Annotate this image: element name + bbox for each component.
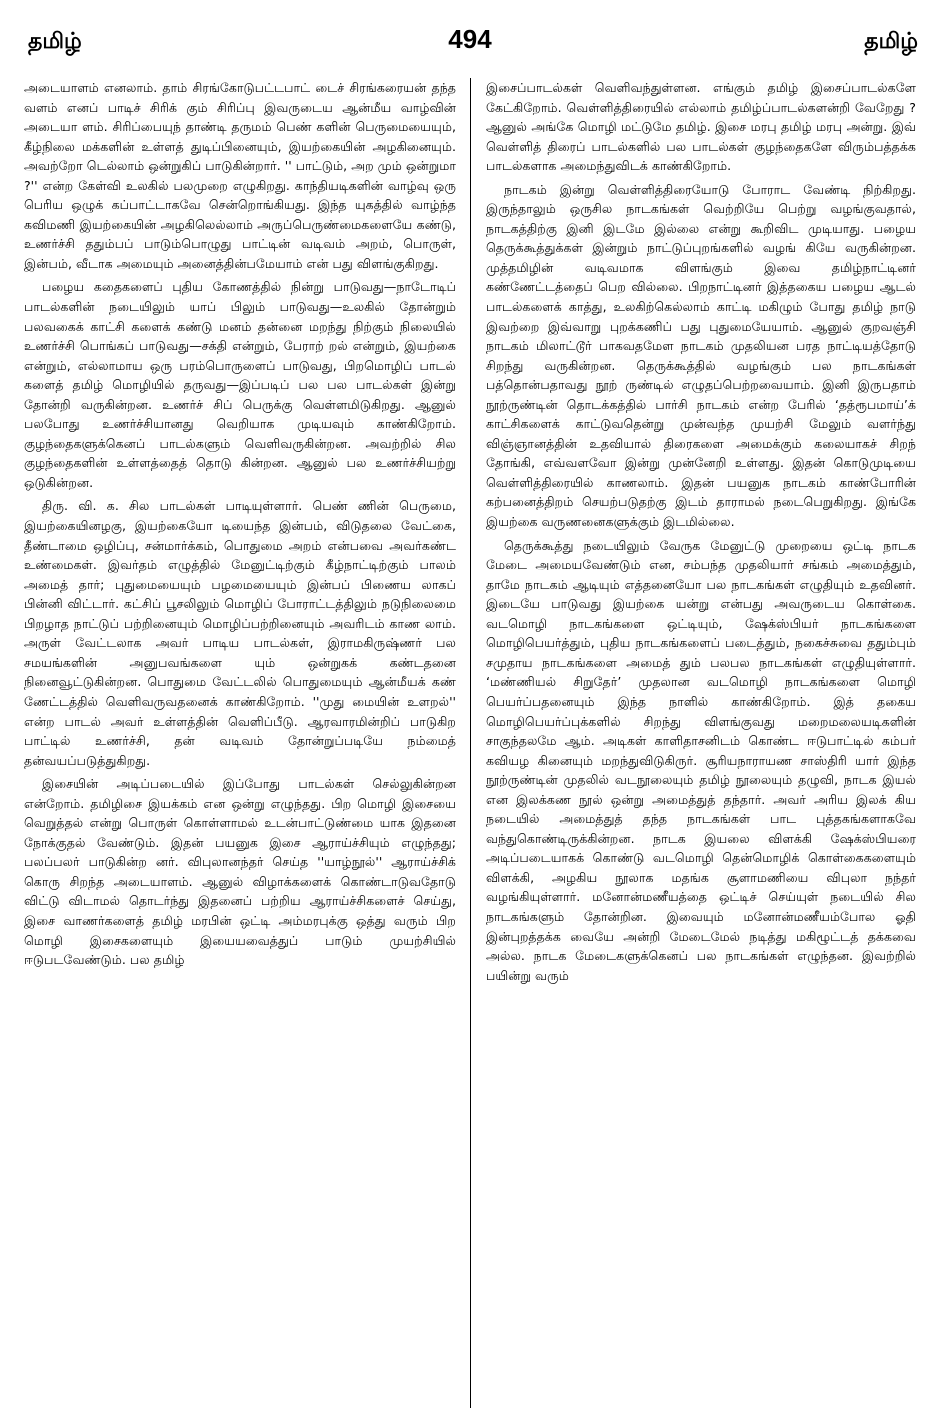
paragraph: இசைப்பாடல்கள் வெளிவந்துள்ளன. எங்கும் தமிழ் இசைப்பாடல்களே கேட்கிறோம். வெள்ளித்திரையில் எல்லாம் தமிழ்ப்பாடல்களன்றி வேறேது ? ஆனுல் அங்கே மொழி மட்டுமே தமிழ். இசை மரபு தமிழ் மரபு அன்று. இவ் வெள்ளித் திரைப் பாடல்களில் பல பாடல்கள் குழந்தைகளே விரும்பத்தக்க பாடல்களாக அமைந்துவிடக் காண்கிறோம். (486, 80, 916, 174)
running-head-left: தமிழ் (28, 28, 82, 53)
page-number: 494 (448, 24, 492, 54)
paragraph: நாடகம் இன்று வெள்ளித்திரையோடு போராட வேண்டி நிற்கிறது. இருந்தாலும் ஒருசில நாடகங்கள் வெற்றியே பெற்று வழங்குவதால், நாடகத்திற்கு இனி இடமே இல்லை என்று கூறிவிட முடியாது. பழைய தெருக்கூத்துக்கள் இன்றும் நாட்டுப்புறங்களில் வழங் கியே வருகின்றன. முத்தமிழின் வடிவமாக விளங்கும் இவை தமிழ்நாட்டினர் கண்ணேட்டத்தைப் பெற வில்லை. பிறநாட்டினர் இத்தகைய பழைய ஆடல் பாடல்களைக் காத்து, உலகிற்கெல்லாம் காட்டி மகிழும் போது தமிழ் நாடு இவற்றை இவ்வாறு புறக்கணிப் பது புதுமையேயாம். ஆனுல் குறவஞ்சி நாடகம் மிலாட்டூர் பாகவதமேள நாடகம் முதலியன பரத நாட்டியத்தோடு சிறந்து வருகின்றன. தெருக்கூத்தில் வழங்கும் பல நாடகங்கள் பத்தொன்பதாவது நூற் ருண்டில் எழுதப்பெற்றவையாம். இனி இருபதாம் நூற்ருண்டின் தொடக்கத்தில் பார்சி நாடகம் என்ற பேரில் ‘தத்ரூபமாய்’க் காட்சிகளைக் காட்டுவதென்று முன்வந்த முயற்சி மேலும் வளர்ந்து விஞ்ஞானத்தின் உதவியால் திரைகளை அமைக்கும் கலையாகச் சிறந் தோங்கி, எவ்வளவோ இன்று முன்னேறி உள்ளது. இதன் கொடுமுடியை வெள்ளித்திரையில் காணலாம். இதன் பயனுக நாடகம் காண்போரின் கற்பனைத்திறம் செயற்படுதற்கு இடம் தாராமல் நடைபெறுகிறது. இங்கே இயற்கை வருணனைகளுக்கும் இடமில்லை. (486, 181, 916, 530)
left-column (24, 78, 456, 974)
running-head-right: தமிழ் (864, 28, 918, 53)
paragraph: தெருக்கூத்து நடையிலும் வேருக மேனுட்டு முறையை ஒட்டி நாடக மேடை அமையவேண்டும் என, சம்பந்த முதலியார் சங்கம் அமைத்தும், தாமே நாடகம் ஆடியும் எத்தனையோ பல நாடகங்கள் எழுதியும் உதவினர். இடையே பாடுவது இயற்கை யன்று என்பது அவருடைய கொள்கை. வடமொழி நாடகங்களை ஒட்டியும், ஷேக்ஸ்பியர் நாடகங்களை மொழிபெயர்த்தும், புதிய நாடகங்களைப் படைத்தும், நகைச்சுவை ததும்பும் சமுதாய நாடகங்களை அமைத் தும் பலபல நாடகங்கள் எழுதியுள்ளார். ‘மண்ணியல் சிறுதேர்’ முதலான வடமொழி நாடகங்களை மொழி பெயர்ப்பதனையும் இந்த நாளில் காண்கிறோம். இத் தகைய மொழிபெயர்ப்புக்களில் சிறந்து விளங்குவது மறைமலையடிகளின் சாகுந்தலமே ஆம். அடிகள் காளிதாசனிடம் கொண்ட ஈடுபாட்டில் கம்பர் கவியழ கினையும் மறந்துவிடுகிருர். சூரியநாராயண சாஸ்திரி யார் இந்த நூற்ருண்டின் முதலில் வடநூலையும் தமிழ் நூலையும் தழுவி, நாடக இயல் என இலக்கண நூல் ஒன்று அமைத்துத் தந்தார். அவர் அரிய இலக் கிய நடையில் அமைத்துத் தந்த நாடகங்கள் பாட புத்தகங்களாகவே வந்துகொண்டிருக்கின்றன. நாடக இயலை விளக்கி ஷேக்ஸ்பியரை அடிப்படையாகக் கொண்டு வடமொழி தென்மொழிக் கொள்கைகளையும் விளக்கி, அழகிய நூலாக மதங்க சூளாமணியை விபுலா நந்தர் வழங்கியுள்ளார். மனோன்மணீயத்தை ஒட்டிச் செய்யுள் நடையில் சில நாடகங்களும் தோன்றின. இவையும் மனோன்மணீயம்போல ஓதி இன்புறத்தக்க வையே அன்றி மேடைமேல் நடித்து மகிழூட்டத் தக்கவை அல்ல. நாடக மேடைகளுக்கெனப் பல நாடகங்கள் எழுந்தன. இவற்றில் பயின்று வரும் (486, 537, 916, 983)
column-divider (470, 78, 471, 1408)
paragraph: திரு. வி. க. சில பாடல்கள் பாடியுள்ளார். பெண் ணின் பெருமை, இயற்கையினழகு, இயற்கையோ டியைந்த இன்பம், விடுதலை வேட்கை, தீண்டாமை ஒழிப்பு, சன்மார்க்கம், பொதுமை அறம் என்பவை அவர்கண்ட உண்மைகள். இவர்தம் எழுத்தில் மேனுட்டிற்கும் கீழ்நாட்டிற்கும் பாலம் அமைத் தார்; புதுமையையும் பழமையையும் இன்பப் பிணைய லாகப் பின்னி விட்டார். கட்சிப் பூசலிலும் மொழிப் போராட்டத்திலும் நடுநிலைமை பிறழாத நாட்டுப் பற்றினையும் மொழிப்பற்றினையும் அவரிடம் காண லாம். அருள் வேட்டலாக அவர் பாடிய பாடல்கள், இராமகிருஷ்ணர் பல சமயங்களின் அனுபவங்களை யும் ஒன்றுகக் கண்டதனை நினைவூட்டுகின்றன. பொதுமை வேட்டலில் பொதுமையும் ஆன்மீயக் கண் ணேட்டத்தில் வெளிவருவதனைக் காண்கிறோம். ''முது மையின் உளறல்'' என்ற பாடல் அவர் உள்ளத்தின் வெளிப்பீடு. ஆரவாரமின்றிப் பாடுகிற பாட்டில் உணர்ச்சி, தன் வடிவம் தோன்றுப்படியே நம்மைத் தன்வயப்படுத்துகிறது. (24, 498, 456, 768)
paragraph: இசையின் அடிப்படையில் இப்போது பாடல்கள் செல்லுகின்றன என்றோம். தமிழிசை இயக்கம் என ஒன்று எழுந்தது. பிற மொழி இசையை வெறுத்தல் என்று பொருள் கொள்ளாமல் உடன்பாட்டுண்மை யாக இதனை நோக்குதல் வேண்டும். இதன் பயனுக இசை ஆராய்ச்சியும் எழுந்தது; பலப்பலர் பாடுகின்ற னர். விபுலானந்தர் செய்த ''யாழ்நூல்'' ஆராய்ச்சிக் கொரு சிறந்த அடையாளம். ஆனுல் விழாக்களைக் கொண்டாடுவதோடு விட்டு விடாமல் தொடர்ந்து இதனைப் பற்றிய ஆராய்ச்சிகளைச் செய்து, இசை வாணர்களைத் தமிழ் மரபின் ஒட்டி அம்மரபுக்கு ஒத்து வரும் பிற மொழி இசைகளையும் இயையவைத்துப் பாடும் முயற்சியில் ஈடுபடவேண்டும். பல தமிழ் (24, 776, 456, 968)
right-column (486, 78, 916, 989)
paragraph: அடையாளம் எனலாம். தாம் சிரங்கோடுபட்டபாட் டைச் சிரங்கரையன் தந்த வளம் எனப் பாடிச் சிரிக் கும் சிரிப்பு இவருடைய ஆன்மீய வாழ்வின் அடையா ளம். சிரிப்பையுந் தாண்டி தருமம் பெண் களின் பெருமையையும், கீழ்நிலை மக்களின் உள்ளத் துடிப்பினையும், இயற்கையின் அழகினையும். அவற்றோ டெல்லாம் ஒன்றுகிப் பாடுகின்றார். '' பாட்டும், அற மும் ஒன்றுமா ?'' என்ற கேள்வி உலகில் பலமுறை எழுகிறது. காந்தியடிகளின் வாழ்வு ஒரு பெரிய ஒழுக் கப்பாட்டாகவே சென்றொங்கியது. இந்த யுகத்தில் வாழ்ந்த கவிமணி இயற்கையின் அழகிலெல்லாம் அருப்பெருண்மைகளையே கண்டு, உணர்ச்சி ததும்பப் பாடும்பொழுது பாட்டின் வடிவம் அறம், பொருள், இன்பம், வீடாக அமையும் அனைத்தின்பமேயாம் என் பது விளங்குகிறது. (24, 80, 456, 271)
paragraph: பழைய கதைகளைப் புதிய கோணத்தில் நின்று பாடுவது—நாடோடிப் பாடல்களின் நடையிலும் யாப் பிலும் பாடுவது—உலகில் தோன்றும் பலவகைக் காட்சி களைக் கண்டு மனம் தன்னை மறந்து நிற்கும் நிலையில் உணர்ச்சி பொங்கப் பாடுவது—சக்தி என்றும், பேராற் றல் என்றும், இயற்கை என்றும், எல்லாமாய ஒரு பரம்பொருளைப் பாடுவது, பிறமொழிப் பாடல் களைத் தமிழ் மொழியில் தருவது—இப்படிப் பல பல பாடல்கள் இன்று தோன்றி வருகின்றன. உணர்ச் சிப் பெருக்கு வெள்ளமிடுகிறது. ஆனுல் பலபோது உணர்ச்சியானது வெறியாக முடியவும் காண்கிறோம். குழந்தைகளுக்கெனப் பாடல்களும் வெளிவருகின்றன. அவற்றில் சில குழந்தைகளின் உள்ளத்தைத் தொடு கின்றன. ஆனுல் பல உணர்ச்சியற்று ஒடுகின்றன. (24, 279, 456, 490)
